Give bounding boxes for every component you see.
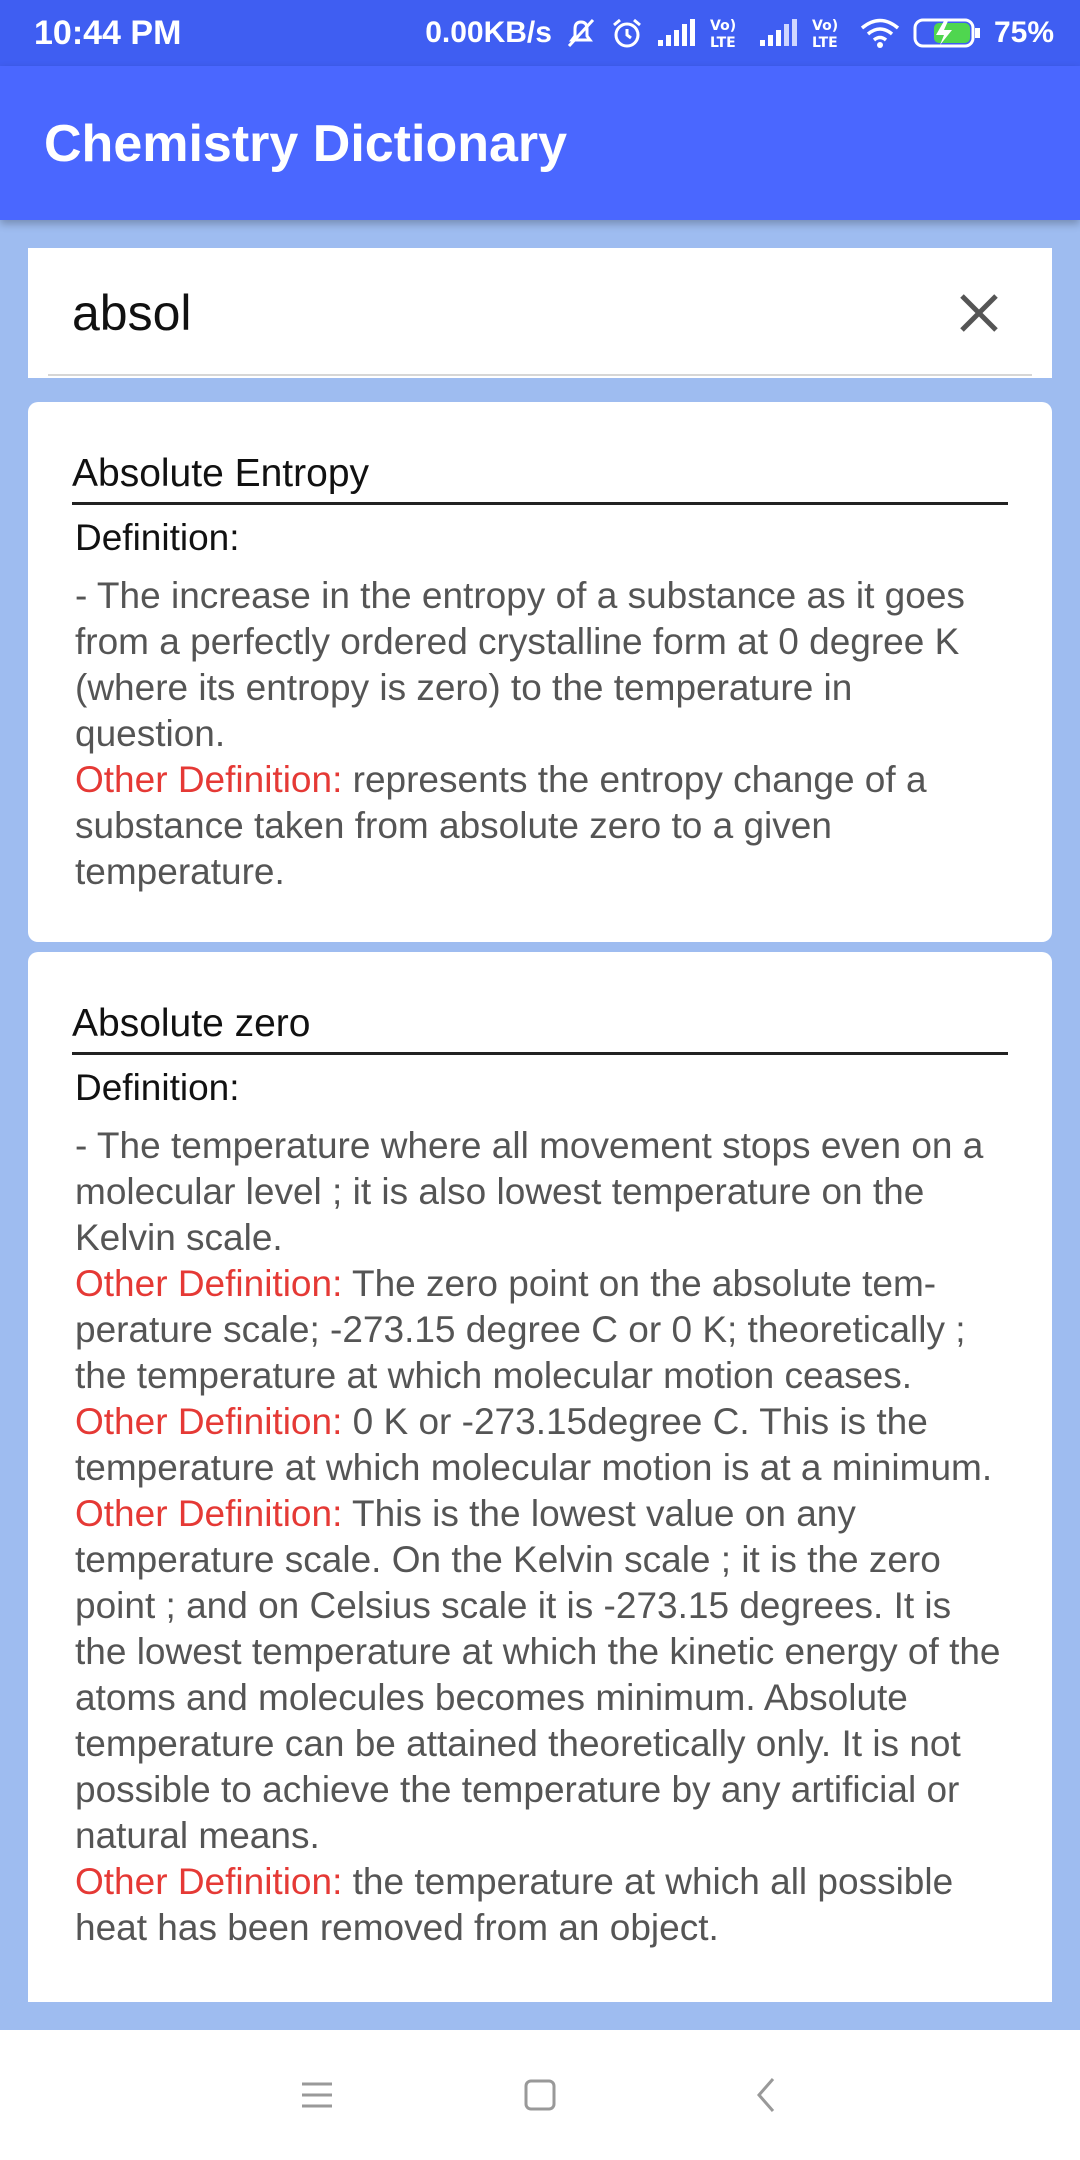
svg-text:Vo): Vo): [709, 18, 737, 34]
other-definition-label: Other Definition:: [75, 1263, 343, 1304]
definition-label: Definition:: [75, 517, 240, 558]
app-bar: [0, 66, 1080, 220]
other-definition-text: represents the entropy change of a substance taken from absolute zero to a given temperature.: [75, 759, 927, 892]
svg-text:LTE: LTE: [811, 35, 838, 51]
back-icon: [740, 2068, 794, 2122]
alarm-icon: [610, 16, 644, 50]
signal-icon: [656, 18, 696, 48]
other-definition-label: Other Definition:: [75, 1493, 343, 1534]
menu-icon: [290, 2068, 344, 2122]
other-definition-text: This is the lowest value on any temperature scale. On the Kelvin scale ; it is the zero point ; and on Celsius scale it is -273.15 degrees. It is the lowest temperature at which the kinetic energy of the atoms and molecules becomes minimum. Absolute temperature can be attained theoretically only. It is not possible to achieve the temperature by any artificial or natural means.: [75, 1493, 1001, 1856]
net-speed: 0.00KB/s: [425, 16, 552, 49]
entry-card[interactable]: [28, 952, 1052, 2002]
signal-icon: [758, 18, 798, 48]
svg-text:Vo): Vo): [811, 18, 839, 34]
status-time: 10:44 PM: [34, 14, 182, 52]
definition-text: - The temperature where all movement stops even on a molecular level ; it is also lowest temperature on the Kelvin scale.: [75, 1125, 984, 1258]
search-input[interactable]: [72, 278, 922, 348]
battery-charging-icon: [912, 16, 982, 50]
other-definition: [75, 1261, 1008, 1399]
other-definition: [75, 1399, 1008, 1491]
entry-card[interactable]: [28, 402, 1052, 942]
close-icon: [952, 286, 1006, 340]
definition-label: Definition:: [75, 1067, 240, 1108]
home-button[interactable]: [513, 2068, 567, 2122]
status-icons: [425, 10, 1054, 56]
mute-icon: [564, 16, 598, 50]
other-definition-label: Other Definition:: [75, 1401, 343, 1442]
other-definition-text: the temperature at which all possible heat has been removed from an object.: [75, 1861, 954, 1948]
wifi-icon: [860, 17, 900, 49]
other-definition-label: Other Definition:: [75, 759, 343, 800]
volte-icon: [810, 15, 848, 51]
definition-body: [75, 573, 1008, 895]
other-definition: [75, 1859, 1008, 1951]
search-box: [28, 248, 1052, 378]
app-title: Chemistry Dictionary: [44, 115, 568, 173]
recent-apps-button[interactable]: [290, 2068, 344, 2122]
volte-icon: [708, 15, 746, 51]
status-bar: [0, 0, 1080, 66]
definition-text: - The increase in the entropy of a substance as it goes from a perfectly ordered crystalline form at 0 degree K (where its entropy is zero) to the temperature in question.: [75, 575, 965, 754]
other-definition-text: The zero point on the absolute tem-perature scale; -273.15 degree C or 0 K; theoretically ; the temperature at which molecular motion ceases.: [75, 1263, 966, 1396]
back-button[interactable]: [740, 2068, 794, 2122]
other-definition-text: 0 K or -273.15degree C. This is the temperature at which molecular motion is at a minimum.: [75, 1401, 993, 1488]
definition-body: [75, 1123, 1008, 1951]
search-underline: [48, 374, 1032, 376]
svg-text:LTE: LTE: [709, 35, 736, 51]
other-definition: [75, 757, 1008, 895]
home-icon: [513, 2068, 567, 2122]
other-definition: [75, 1491, 1008, 1859]
battery-percent: 75%: [993, 16, 1054, 49]
other-definition-label: Other Definition:: [75, 1861, 343, 1902]
entry-term: Absolute Entropy: [72, 450, 1008, 505]
navigation-bar: [0, 2030, 1080, 2160]
entry-term: Absolute zero: [72, 1000, 1008, 1055]
clear-search-button[interactable]: [952, 286, 1006, 340]
